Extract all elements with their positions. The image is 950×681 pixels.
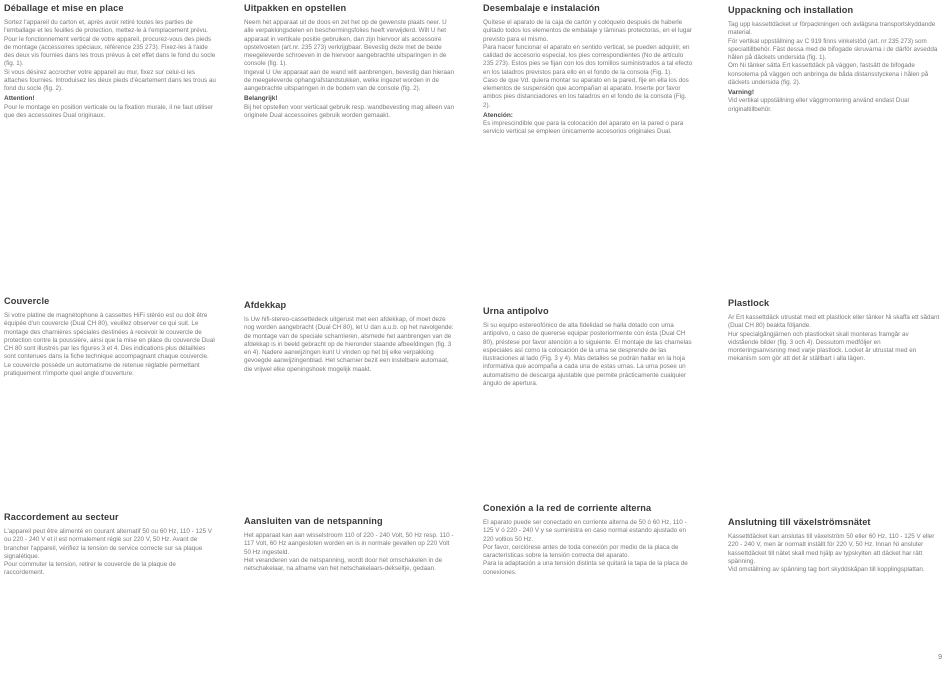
paragraph: Kassettdäcket kan anslutas till växelström 50 eller 60 Hz, 110 - 125 V eller 220 - 240 V, men är normalt inställt för 220 V, 50 Hz. Innan Ni ansluter kassettdäcket till nätet skall med hjälp av typskylten att däcket har rätt spänning. (728, 533, 935, 565)
paragraph: Sortez l'appareil du carton et, après avoir retiré toutes les parties de l'emballage et les feuilles de protection, mettez-le à l'emplacement prévu. (4, 19, 209, 35)
paragraph: Is Uw hifi-stereo-cassettedeck uitgerust met een afdekkap, of moet deze nog worden aangebracht (Dual CH 80), let U dan a.u.b. op het navolgende: de montage van de speciale scharnieren, alsmede het aanbrengen van de afdekkap is in beeld gebracht op de hieronder staande afbeeldingen (fig. 3 en 4). Nadere aanwijzingen kunt U vinden op het bij elke verpakking gevoegde aanwijzingenblad. Het scharnier bezit een instelbare automaat, die vrijwel elke openingshoek mogelijk maakt. (244, 316, 454, 373)
note-title: Attention! (4, 95, 35, 103)
section-title: Uitpakken en opstellen (244, 3, 347, 13)
section-uitpakken (244, 3, 456, 120)
section-netspanning (244, 516, 456, 573)
paragraph: Si su equipo estereofónico de alta fidelidad se halla dotado con urna antipolvo, o caso de quererse equipar posteriormente con ésta (Dual CH 80), préstese por favor atención a lo siguiente. El montaje de las charnelas especiales así como la colocación de la urna se desprende de las ilustraciones al lado (Fig. 3 y 4). Más detalles se podrán hallar en la hoja informativa que acompaña a cada una de estas urnas. La urna posee un automatismo de descarga ajustable que permite prácticamente cualquier ángulo de apertura. (483, 322, 692, 387)
section-deballage (4, 3, 216, 120)
note-title: Atención: (483, 111, 513, 119)
paragraph: Het veranderen van de netspanning, wordt door het omschakelen in de netschakelaar, na afname van het netschakelaars-dekseltje, gedaan. (244, 556, 443, 572)
paragraph: Pour commuter la tension, retirer le couvercle de la plaque de raccordement. (4, 561, 176, 577)
page-number: 9 (938, 654, 942, 661)
paragraph: Hur specialgångjärnen och plastlocket skall monteras framgår av vidstående bilder (fig. 3 och 4). Dessutom medföljer en monteringsanvisning med varje plastlock. Locket är utrustat med en mekanism som gör att det är ställbart i alla lägen. (728, 330, 917, 363)
paragraph: Pour le fonctionnement vertical de votre appareil, procurez-vous des pieds de montage (accessoires spéciaux, référence 235 273). Fixez-les à l'aide des deux vis fournies dans les trous prévus à cet effet dans le fond du socle (fig. 1). (4, 35, 216, 68)
section-desembalaje (483, 3, 695, 137)
note-title: Varning! (728, 89, 755, 96)
note-text: Es imprescindible que para la colocación del aparato en la pared o para servicio vertical se empleen únicamente accesorios originales Dual. (483, 120, 684, 136)
section-title: Raccordement au secteur (4, 512, 119, 522)
section-title: Plastlock (728, 298, 770, 308)
section-title: Urna antipolvo (483, 306, 549, 316)
paragraph: Vid omställning av spänning tag bort skyddskåpan till kopplingsplattan. (728, 566, 925, 573)
paragraph: Quítese el aparato de la caja de cartón y colóquelo después de haberle quitado todos los elementos de embalaje y láminas protectoras, en el lugar previsto para el mismo. (483, 19, 692, 43)
section-title: Uppackning och installation (728, 5, 854, 15)
paragraph: Por favor, cerciórese antes de toda conexión por medio de la placa de características sobre la tensión correcta del aparato. (483, 543, 679, 559)
section-urna (483, 306, 695, 388)
section-conexion (483, 503, 695, 577)
note-text: Vid vertikal uppställning eller väggmontering använd endast Dual originaltillbehör. (728, 97, 909, 113)
section-afdekkap (244, 300, 456, 374)
paragraph: Caso de que Vd. quiera montar su aparato en la pared, fije en ella los dos elementos de suspensión que acompañan al aparato. Inserte por favor ambos pies distanciadores en los taladros en el fondo de la consola (Fig. 2). (483, 76, 689, 109)
paragraph: Ingeval U Uw apparaat aan de wand wilt aanbrengen, bevestig dan hieraan de meegeleverde ophang/afstandstukken, welke ingezet worden in de aangebrachte uitsparingen in de bodem van de console (fig. 2). (244, 68, 455, 92)
section-raccordement (4, 512, 216, 578)
section-title: Anslutning till växelströmsnätet (728, 517, 871, 527)
paragraph: Si vous désirez accrocher votre appareil au mur, fixez sur celui-ci les attaches fournies. Introduisez les deux pieds d'écartement dans les trous au fond du socle (fig. 2). (4, 68, 216, 92)
paragraph: Om Ni tänker sätta Ert kassettdäck på väggen, fastsätt de bifogade konsolerna på väggen och anbringa de båda distansstyckena i hålen på däckets undersida (fig. 2). (728, 62, 929, 86)
section-couvercle (4, 296, 216, 378)
section-title: Couvercle (4, 296, 50, 306)
paragraph: L'appareil peut être alimenté en courant alternatif 50 ou 60 Hz, 110 - 125 V ou 220 - 240 V et il est normalement réglé sur 220 V, 50 Hz. Avant de brancher l'appareil, vérifiez la tension de service correcte sur sa plaque signalétique. (4, 528, 212, 560)
section-uppackning (728, 5, 940, 114)
paragraph: El aparato puede ser conectado en corriente alterna de 50 ó 60 Hz, 110 - 125 V ó 220 - 240 V y se suministra en caso normal estando ajustado en 220 voltios 50 Hz. (483, 519, 687, 543)
paragraph: Para hacer funcionar el aparato en sentido vertical, se pueden adquirir, en calidad de accesorio especial, los pies correspondientes (No de artículo 235 273). Estos pies se fijan con los dos tornillos suministrados a tal efecto en los taladros previstos para ello en el fondo de la consola (Fig. 1). (483, 43, 693, 76)
section-title: Afdekkap (244, 300, 287, 310)
section-title: Desembalaje e instalación (483, 3, 600, 13)
paragraph: För vertikal uppställning av C 919 finns vinkelstöd (art. nr 235 273) som specialtillbehör. Fäst dessa med de bifogade skruvarna i de därför avsedda hålen på däckets undersida (fig. 1). (728, 37, 938, 61)
paragraph: Neem het apparaat uit de doos en zet het op de gewenste plaats neer. U alle verpakkingsdelen en beschermingsfolies heeft verwijderd. Wilt U het apparaat in vertikale positie gebruiken, dan zijn hiervoor als accessoire opstelvoeten (art.nr. 235 273) verkrijgbaar. Bevestig deze met de beide meegeleverde schroeven in de hiervoor aangebrachte uitsparingen in de console (fig. 1). (244, 19, 447, 68)
paragraph: Si votre platine de magnétophone à cassettes HiFi stéréo est ou doit être équipée d'un couvercle (Dual CH 80), veuillez observer ce qui suit. Le montage des charnières spéciales destinées à recevoir le couvercle de protection contre la poussière, ainsi que la mise en place du couvercle Dual CH 80 sont illustrés par les figures 3 et 4. Des indications plus détaillées sont contenues dans la fiche technique accompagnant chaque couvercle. Le couvercle possède un automatisme de retenue réglable permettant pratiquement n'importe quel angle d'ouverture. (4, 312, 215, 377)
note-text: Pour le montage en position verticale ou la fixation murale, il ne faut utiliser que des accessoires Dual originaux. (4, 103, 213, 119)
paragraph: Het apparaat kan aan wisselstroom 110 of 220 - 240 Volt, 50 Hz resp. 110 - 117 Volt, 60 Hz aangesloten worden en is in normale gevallen op 220 Volt 50 Hz ingesteld. (244, 532, 454, 556)
paragraph: Tag upp kassettdäcket ur förpackningen och avlägsna transportskyddande material. (728, 21, 936, 37)
paragraph: Är Ert kassettdäck utrustat med ett plastlock eller tänker Ni skaffa ett sådant (Dual CH 80) beakta följande. (728, 314, 940, 330)
section-title: Déballage et mise en place (4, 3, 124, 13)
note-text: Bij het opstellen voor verticaal gebruik resp. wandbevesting mag alleen van originele Dual accessoires gebruik worden gemaakt. (244, 103, 455, 119)
section-title: Conexión a la red de corriente alterna (483, 503, 652, 513)
note-title: Belangrijk! (244, 95, 278, 103)
section-plastlock (728, 298, 940, 364)
section-title: Aansluiten van de netspanning (244, 516, 383, 526)
paragraph: Para la adaptación a una tensión distinta se quitará la tapa de la placa de conexiones. (483, 560, 688, 576)
section-anslutning (728, 517, 940, 574)
